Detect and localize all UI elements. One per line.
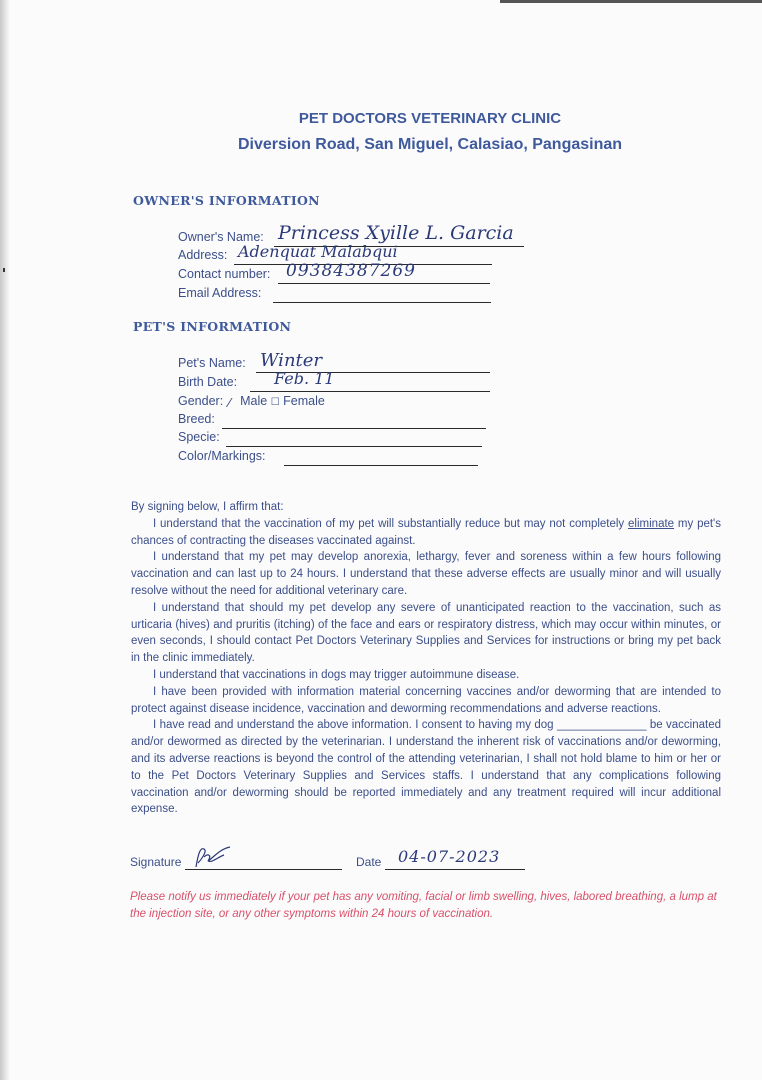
pet-name-field[interactable] [178, 350, 498, 374]
consent-paragraph-6: I have read and understand the above information. I consent to having my dog ______________ be vaccinated and/or dewormed as directed by the veterinarian. I understand the inherent risk of vaccinations and/or deworming, and its adverse reactions is beyond the control of the attending veterinarian, I shall not hold blame to him or her or to the Pet Doctors Veterinary Supplies and Services staffs. I understand that any complications following vaccination and/or deworming should be reported immediately and any treatment required will incur additional expense. [131, 719, 721, 816]
consent-paragraph-4: I understand that vaccinations in dogs may trigger autoimmune disease. [153, 668, 520, 681]
email-label: Email Address: [178, 286, 262, 300]
date-line[interactable] [385, 869, 525, 870]
consent-text [131, 499, 721, 818]
scan-mark [3, 268, 5, 272]
color-markings-line [284, 465, 478, 466]
consent-paragraph-3: I understand that should my pet develop any severe of unanticipated reaction to the vaccination, such as urticaria (hives) and pruritis (itching) of the face and ears or respiratory distress, which may occur within minutes, or even seconds, I should contact Pet Doctors Veterinary Supplies and Services for instructions or bring my pet back in the clinic immediately. [131, 601, 721, 665]
gender-male-label: Male [240, 394, 268, 408]
gender-label: Gender: [178, 394, 224, 408]
date-label: Date [356, 855, 382, 869]
scan-edge-top [500, 0, 762, 3]
email-field[interactable] [178, 286, 498, 304]
address-label: Address: [178, 248, 228, 262]
gender-female-label: Female [283, 394, 325, 408]
consent-intro: By signing below, I affirm that: [131, 501, 284, 513]
pet-name-label: Pet's Name: [178, 356, 246, 370]
specie-label: Specie: [178, 430, 220, 444]
owner-name-label: Owner's Name: [178, 230, 264, 244]
specie-line [226, 446, 482, 447]
contact-number-line [278, 283, 490, 284]
email-line [273, 302, 491, 303]
breed-field[interactable] [178, 412, 498, 430]
color-markings-label: Color/Markings: [178, 449, 266, 463]
signature-label: Signature [130, 855, 182, 869]
consent-paragraph-2: I understand that my pet may develop anorexia, lethargy, fever and soreness within a few hours following vaccination and can last up to 24 hours. I understand that these adverse effects are usually minor and will usually resolve without the need for additional veterinary care. [131, 551, 721, 597]
consent-paragraph-1: I understand that the vaccination of my pet will substantially reduce but may not completely eliminate my pet's chances of contracting the diseases vaccinated against. [131, 517, 722, 547]
birth-date-field[interactable] [178, 369, 498, 393]
pet-name-value: Winter [260, 350, 323, 371]
birth-date-label: Birth Date: [178, 375, 238, 389]
color-markings-field[interactable] [178, 449, 498, 467]
gender-field[interactable] [178, 394, 498, 412]
pet-section-title: PET'S INFORMATION [133, 319, 292, 334]
female-checkbox[interactable]: ☐ [270, 397, 280, 408]
consent-paragraph-5: I have been provided with information material concerning vaccines and/or deworming that are intended to protect against disease incidence, vaccination and deworming recommendations and adverse reactions. [131, 685, 721, 715]
dog-name-blank[interactable]: ______________ [556, 719, 647, 732]
breed-line [222, 428, 486, 429]
breed-label: Breed: [178, 412, 215, 426]
birth-date-line [250, 391, 490, 392]
signature-scribble [190, 843, 236, 871]
checkmark-icon: ⁄ [228, 395, 231, 410]
notice-text: Please notify us immediately if your pet has any vomiting, facial or limb swelling, hives, labored breathing, a lump at the injection site, or any other symptoms within 24 hours of vaccination. [130, 891, 717, 920]
address-value: Adenquat Malabqui [238, 242, 398, 261]
birth-date-value: Feb. 11 [274, 369, 335, 388]
clinic-name: PET DOCTORS VETERINARY CLINIC [298, 110, 562, 127]
date-value: 04-07-2023 [398, 847, 501, 866]
owner-section-title: OWNER'S INFORMATION [133, 193, 320, 208]
contact-number-field[interactable] [178, 261, 498, 285]
clinic-address: Diversion Road, San Miguel, Calasiao, Pangasinan [237, 136, 623, 153]
scan-edge-shadow [0, 0, 10, 1080]
eliminate-underlined: eliminate [628, 517, 675, 530]
specie-field[interactable] [178, 430, 498, 448]
owner-name-value: Princess Xyille L. Garcia [278, 222, 514, 244]
contact-number-label: Contact number: [178, 267, 271, 281]
contact-number-value: 09384387269 [286, 261, 416, 281]
